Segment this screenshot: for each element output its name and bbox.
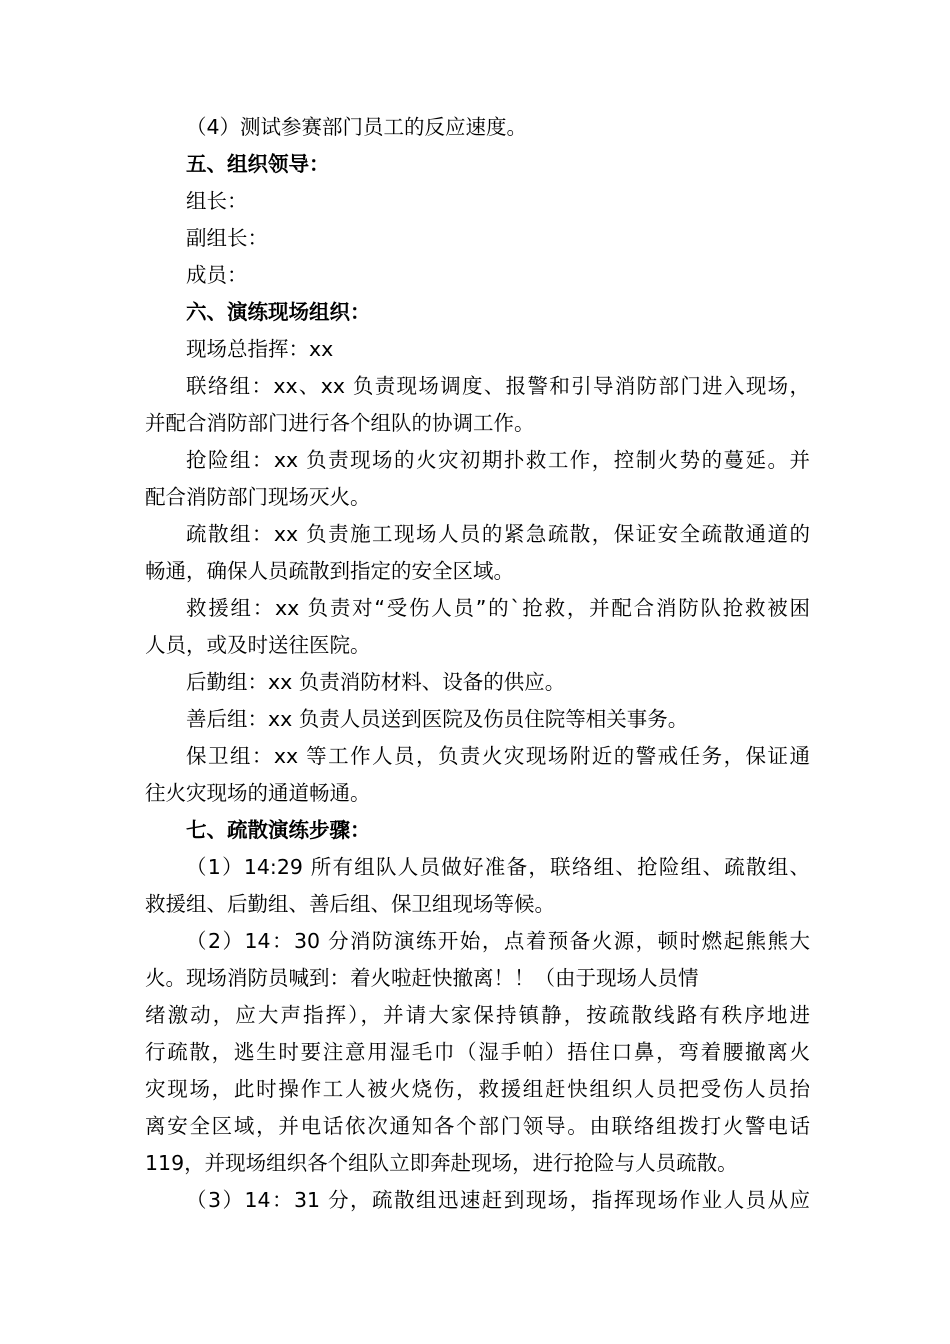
paragraph-evacuation-line-2: 畅通，确保人员疏散到指定的安全区域。 — [145, 559, 514, 583]
step-2-line-6: 离安全区域，并电话依次通知各个部门领导。由联络组拨打火警电话 — [145, 1114, 810, 1138]
paragraph-rescue-line-2: 配合消防部门现场灭火。 — [145, 485, 371, 509]
paragraph-logistics: 后勤组：xx 负责消防材料、设备的供应。 — [186, 670, 566, 694]
step-2-line-3: 绪激动，应大声指挥），并请大家保持镇静，按疏散线路有秩序地进 — [145, 1003, 810, 1027]
step-3-line-1: （3）14：31 分，疏散组迅速赶到现场，指挥现场作业人员从应 — [186, 1188, 810, 1212]
commander-line: 现场总指挥：xx — [186, 337, 334, 361]
paragraph-rescue-line-1: 抢险组：xx 负责现场的火灾初期扑救工作，控制火势的蔓延。并 — [186, 448, 810, 472]
section-heading-site-organization: 六、演练现场组织： — [186, 300, 371, 324]
paragraph-liaison-line-2: 并配合消防部门进行各个组队的协调工作。 — [145, 411, 535, 435]
paragraph-evacuation-line-1: 疏散组：xx 负责施工现场人员的紧急疏散，保证安全疏散通道的 — [186, 522, 810, 546]
leader-line: 组长： — [186, 189, 248, 213]
step-2-line-1: （2）14：30 分消防演练开始，点着预备火源，顿时燃起熊熊大 — [186, 929, 810, 953]
step-1-line-1: （1）14:29 所有组队人员做好准备，联络组、抢险组、疏散组、 — [186, 855, 810, 879]
section-heading-drill-steps: 七、疏散演练步骤： — [186, 818, 371, 842]
step-2-line-2: 火。现场消防员喊到：着火啦赶快撤离！！（由于现场人员情 — [145, 966, 699, 990]
step-2-line-4: 行疏散，逃生时要注意用湿毛巾（湿手帕）捂住口鼻，弯着腰撤离火 — [145, 1040, 810, 1064]
list-item-4: （4）测试参赛部门员工的反应速度。 — [186, 115, 528, 139]
step-2-line-5: 灾现场，此时操作工人被火烧伤，救援组赶快组织人员把受伤人员抬 — [145, 1077, 810, 1101]
members-line: 成员： — [186, 263, 248, 287]
step-2-line-7: 119，并现场组织各个组队立即奔赴现场，进行抢险与人员疏散。 — [145, 1151, 738, 1175]
paragraph-security-line-1: 保卫组：xx 等工作人员，负责火灾现场附近的警戒任务，保证通 — [186, 744, 810, 768]
step-1-line-2: 救援组、后勤组、善后组、保卫组现场等候。 — [145, 892, 555, 916]
section-heading-organization: 五、组织领导： — [186, 152, 330, 176]
deputy-leader-line: 副组长： — [186, 226, 268, 250]
paragraph-aid-line-2: 人员，或及时送往医院。 — [145, 633, 371, 657]
paragraph-aftermath: 善后组：xx 负责人员送到医院及伤员住院等相关事务。 — [186, 707, 689, 731]
paragraph-aid-line-1: 救援组：xx 负责对“受伤人员”的`抢救，并配合消防队抢救被困 — [186, 596, 810, 620]
paragraph-security-line-2: 往火灾现场的通道畅通。 — [145, 781, 371, 805]
paragraph-liaison-line-1: 联络组：xx、xx 负责现场调度、报警和引导消防部门进入现场， — [186, 374, 810, 398]
